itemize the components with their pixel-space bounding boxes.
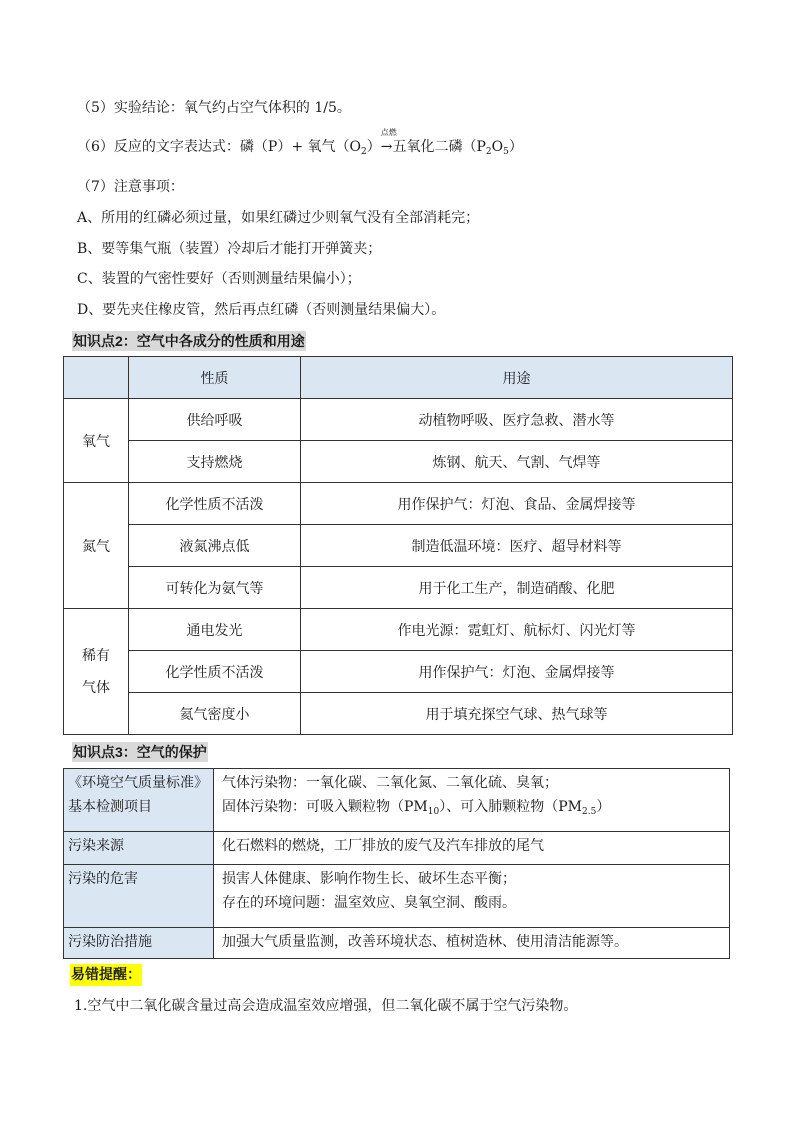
pm-text-a: 固体污染物：可吸入颗粒物（PM [222, 799, 428, 815]
property-cell: 液氮沸点低 [129, 525, 301, 567]
label-harm: 污染的危害 [64, 865, 214, 928]
table-row [64, 651, 733, 693]
use-cell: 用于填充探空气球、热气球等 [301, 693, 733, 735]
value-harm [214, 865, 730, 928]
gas-name-rare [64, 609, 129, 735]
heading-title: ：空气中各成分的性质和用途 [122, 334, 305, 350]
solid-pollutants [222, 795, 721, 819]
equation-reactants: （6）反应的文字表达式：磷（P）+ 氧气（O [77, 139, 361, 155]
rare-gas-line1: 稀有 [82, 647, 110, 664]
harm-line2: 存在的环境问题：温室效应、臭氧空洞、酸雨。 [222, 895, 516, 911]
table-row [64, 525, 733, 567]
reminder-note-1: 1.空气中二氧化碳含量过高会造成温室效应增强，但二氧化碳不属于空气污染物。 [74, 998, 578, 1014]
gas-name-oxygen: 氧气 [64, 399, 129, 483]
table-row [64, 441, 733, 483]
pm10-subscript: 10 [427, 807, 440, 817]
property-cell: 化学性质不活泼 [129, 651, 301, 693]
use-cell: 动植物呼吸、医疗急救、潜水等 [301, 399, 733, 441]
use-cell: 作电光源：霓虹灯、航标灯、闪光灯等 [301, 609, 733, 651]
property-cell: 支持燃烧 [129, 441, 301, 483]
oxygen-symbol: O [491, 139, 504, 155]
arrow-glyph: → [380, 139, 393, 155]
heading-number: 2 [115, 333, 123, 349]
pm-text-b: ）、可入肺颗粒物（PM [439, 799, 582, 815]
equation-product: 五氧化二磷（P [392, 139, 486, 155]
note-b: B、要等集气瓶（装置）冷却后才能打开弹簧夹； [77, 241, 382, 257]
property-cell: 氦气密度小 [129, 693, 301, 735]
note-d: D、要先夹住橡皮管，然后再点红磷（否则测量结果偏大）。 [77, 302, 446, 318]
section-heading-3 [72, 742, 208, 762]
use-cell: 用作保护气：灯泡、食品、金属焊接等 [301, 483, 733, 525]
pm25-subscript: 2.5 [581, 807, 597, 817]
header-cell-property: 性质 [129, 357, 301, 399]
air-protection-table [63, 768, 730, 959]
reaction-arrow [380, 128, 397, 157]
value-prevent: 加强大气质量监测，改善环境状态、植树造林、使用清洁能源等。 [214, 928, 730, 959]
heading-prefix: 知识点 [73, 334, 115, 350]
rare-gas-line2: 气体 [82, 679, 110, 696]
reaction-equation-line [77, 128, 523, 157]
property-cell: 通电发光 [129, 609, 301, 651]
reaction-condition: 点燃 [380, 128, 397, 137]
table-row [64, 832, 730, 865]
table-header-row [64, 357, 733, 399]
heading-prefix: 知识点 [73, 745, 115, 761]
header-cell-blank [64, 357, 129, 399]
heading-number: 3 [115, 744, 123, 760]
equation-end: ） [508, 139, 523, 155]
equation-paren: ） [366, 139, 381, 155]
use-cell: 制造低温环境：医疗、超导材料等 [301, 525, 733, 567]
property-cell: 供给呼吸 [129, 399, 301, 441]
gas-properties-table [63, 356, 733, 735]
conclusion-line: （5）实验结论：氧气约占空气体积的 1/5。 [77, 100, 351, 116]
label-prevent: 污染防治措施 [64, 928, 214, 959]
note-c: C、装置的气密性要好（否则测量结果偏小）； [77, 271, 361, 287]
o-subscript: 5 [503, 147, 509, 157]
table-row [64, 693, 733, 735]
reminder-heading: 易错提醒： [70, 964, 142, 986]
value-source: 化石燃料的燃烧，工厂排放的废气及汽车排放的尾气 [214, 832, 730, 865]
note-a: A、所用的红磷必须过量，如果红磷过少则氧气没有全部消耗完； [77, 210, 480, 226]
label-standard: 《环境空气质量标准》基本检测项目 [64, 769, 214, 832]
o2-subscript: 2 [360, 147, 367, 157]
table-row [64, 609, 733, 651]
harm-line1: 损害人体健康、影响作物生长、破坏生态平衡； [222, 871, 516, 887]
property-cell: 可转化为氨气等 [129, 567, 301, 609]
use-cell: 用作保护气：灯泡、金属焊接等 [301, 651, 733, 693]
table-row [64, 865, 730, 928]
table-row [64, 769, 730, 832]
gas-name-nitrogen: 氮气 [64, 483, 129, 609]
gas-pollutants: 气体污染物：一氧化碳、二氧化氮、二氧化硫、臭氧； [222, 775, 558, 791]
property-cell: 化学性质不活泼 [129, 483, 301, 525]
value-standard [214, 769, 730, 832]
notes-title: （7）注意事项： [77, 179, 184, 195]
table-row [64, 399, 733, 441]
pm-text-c: ） [596, 799, 611, 815]
header-cell-use: 用途 [301, 357, 733, 399]
section-heading-2 [72, 331, 306, 351]
table-row [64, 483, 733, 525]
use-cell: 炼钢、航天、气割、气焊等 [301, 441, 733, 483]
p-subscript: 2 [485, 147, 492, 157]
label-source: 污染来源 [64, 832, 214, 865]
table-row [64, 928, 730, 959]
use-cell: 用于化工生产，制造硝酸、化肥 [301, 567, 733, 609]
heading-title: ：空气的保护 [122, 745, 207, 761]
table-row [64, 567, 733, 609]
